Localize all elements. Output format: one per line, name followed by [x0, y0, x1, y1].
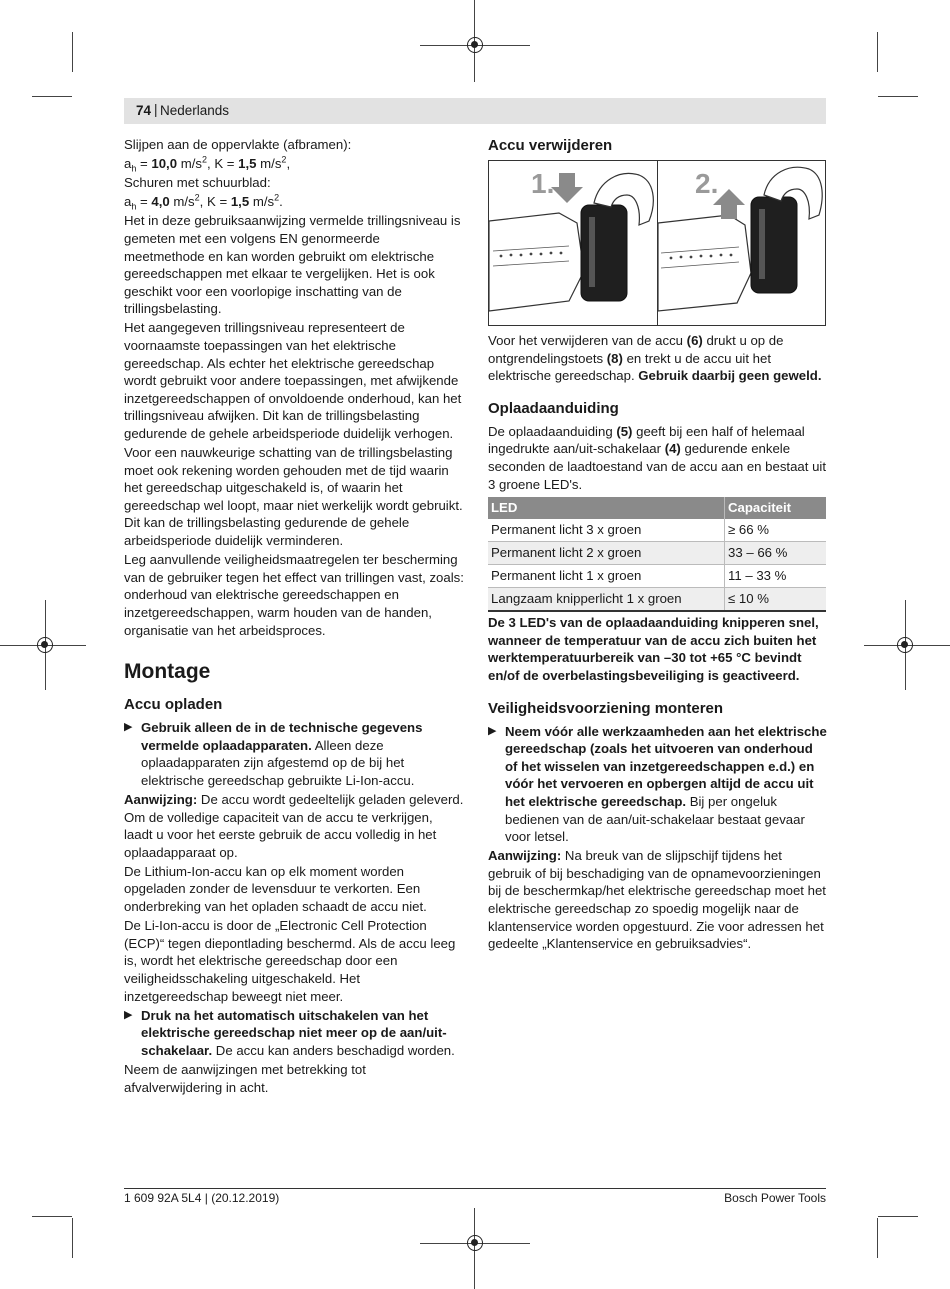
- paragraph: De Lithium-Ion-accu kan op elk moment worden opgeladen zonder de levensduur te verkorten. Een onderbreking van het opladen schaadt de accu niet.: [124, 863, 427, 915]
- table-row: [488, 565, 826, 588]
- step-label: 1.: [531, 168, 555, 199]
- footer-rule: [124, 1188, 826, 1189]
- crop-mark: [878, 1216, 918, 1217]
- table-row: [488, 519, 826, 542]
- section-title-montage: Montage: [124, 660, 211, 684]
- crop-mark: [878, 96, 918, 97]
- table-cell: ≤ 10 %: [725, 588, 827, 612]
- header-language: Nederlands: [160, 103, 230, 118]
- table-cell: ≥ 66 %: [725, 519, 827, 542]
- table-header-cell: LED: [488, 497, 725, 519]
- paragraph: Schuren met schuurblad:: [124, 175, 271, 191]
- crop-mark: [32, 1216, 72, 1217]
- registration-mark-icon: [467, 37, 483, 53]
- crop-mark: [72, 1218, 73, 1258]
- registration-mark-icon: [37, 637, 53, 653]
- table-cell: Langzaam knipperlicht 1 x groen: [488, 588, 725, 612]
- table-cell: Permanent licht 2 x groen: [488, 542, 725, 565]
- table-header-row: [488, 497, 826, 519]
- table-row: [488, 542, 826, 565]
- page-number: 74: [136, 103, 152, 118]
- table-row: [488, 588, 826, 612]
- paragraph: Voor een nauwkeurige schatting van de trillingsbelasting moet ook rekening worden gehouden met de tijd waarin het gereedschap uitgeschakeld is, of waarin het gereedschap wel loopt, maar niet werkelijk wordt gebruikt. Dit kan de trillingsbelasting gedurende de gehele arbeidsperiode duidelijk verminderen.: [124, 445, 463, 549]
- crop-mark: [877, 32, 878, 72]
- table-cell: Permanent licht 3 x groen: [488, 519, 725, 542]
- paragraph: Het aangegeven trillingsniveau representeert de voornaamste toepassingen van het elektrische gereedschap. Als echter het elektrische gereedschap wordt gebruikt voor andere toepassingen, met afwijkende inzetgereedschappen of onvoldoende onderhoud, kan het trillingsniveau afwijken. Dit kan de trillingsbelasting gedurende de gehele arbeidsperiode duidelijk verhogen.: [124, 320, 462, 441]
- subsection-title-accu-opladen: Accu opladen: [124, 696, 223, 714]
- bullet-item: ▶ Gebruik alleen de in de technische gegevens vermelde oplaadapparaten. Alleen deze oplaadapparaten zijn afgestemd op de bij het elektrische gereedschap gebruikte Li-Ion-accu.: [124, 720, 423, 788]
- subsection-title-veiligheidsvoorziening: Veiligheidsvoorziening monteren: [488, 699, 724, 717]
- paragraph: Leg aanvullende veiligheidsmaatregelen ter bescherming van de gebruiker tegen het effect van trillingen vast, zoals: onderhoud van elektrische gereedschappen en inzetgereedschappen, warm houden van de handen, organisatie van het arbeidsproces.: [124, 552, 464, 638]
- warning-paragraph: De 3 LED's van de oplaadaanduiding knipperen snel, wanneer de temperatuur van de accu zich buiten het werktemperatuurbereik van –30 tot +65 °C bevindt en/of de overbelastingsbeveiliging is geactiveerd.: [488, 615, 819, 683]
- bullet-triangle-icon: ▶: [124, 1008, 133, 1021]
- footer-document-id: 1 609 92A 5L4 | (20.12.2019): [124, 1191, 280, 1205]
- table-header-cell: Capaciteit: [725, 497, 827, 519]
- paragraph: De oplaadaanduiding (5) geeft bij een half of helemaal ingedrukte aan/uit-schakelaar (4) gedurende enkele seconden de laadtoestand van de accu aan en bestaat uit 3 groene LED's.: [488, 423, 827, 492]
- figure-caption: Voor het verwijderen van de accu (6) drukt u op de ontgrendelingstoets (8) en trekt u de accu uit het elektrische gereedschap. Gebruik daarbij geen geweld.: [488, 333, 822, 384]
- note-paragraph: Aanwijzing: Na breuk van de slijpschijf tijdens het gebruik of bij beschadiging van de opnamevoorzieningen bij de beschermkap/het elektrische gereedschap moet het elektrische gereedschap zo spoedig mogelijk naar de klantenservice worden opgestuurd. Zie voor adressen het gedeelte „Klantenservice en gebruiksadvies“.: [488, 848, 826, 952]
- paragraph: Neem de aanwijzingen met betrekking tot afvalverwijdering in acht.: [124, 1061, 366, 1095]
- paragraph: Slijpen aan de oppervlakte (afbramen):: [124, 137, 352, 152]
- table-cell: 11 – 33 %: [725, 565, 827, 588]
- header-separator: |: [154, 102, 158, 117]
- crop-mark: [72, 32, 73, 72]
- table-cell: 33 – 66 %: [725, 542, 827, 565]
- note-paragraph: Aanwijzing: De accu wordt gedeeltelijk geladen geleverd. Om de volledige capaciteit van de accu te verkrijgen, laadt u voor het eerste gebruik de accu volledig in het oplaadapparaat op.: [124, 792, 464, 860]
- bullet-triangle-icon: ▶: [488, 724, 497, 737]
- crop-mark: [877, 1218, 878, 1258]
- subsection-title-accu-verwijderen: Accu verwijderen: [488, 137, 613, 154]
- paragraph: Het in deze gebruiksaanwijzing vermelde trillingsniveau is gemeten met een volgens EN genormeerde meetmethode en kan worden gebruikt om elektrische gereedschappen met elkaar te vergelijken. Het is ook geschikt voor een voorlopige inschatting van de trillingsbelasting.: [124, 213, 461, 317]
- table-cell: Permanent licht 1 x groen: [488, 565, 725, 588]
- right-column: [488, 136, 828, 954]
- bullet-item: ▶ Druk na het automatisch uitschakelen van het elektrische gereedschap niet meer op de aan/uit-schakelaar. De accu kan anders beschadigd worden.: [124, 1007, 455, 1058]
- subsection-title-oplaadaanduiding: Oplaadaanduiding: [488, 399, 619, 417]
- paragraph: De Li-Ion-accu is door de „Electronic Cell Protection (ECP)“ tegen diepontlading beschermd. Als de accu leeg is, wordt het elektrische gereedschap door een veiligheidsschakeling uitgeschakeld. Het inzetgereedschap beweegt niet meer.: [124, 918, 456, 1004]
- bullet-item: ▶ Neem vóór alle werkzaamheden aan het elektrische gereedschap (zoals het uitvoeren van onderhoud of het wisselen van inzetgereedschappen e.d.) en vóór het vervoeren en opbergen altijd de accu uit het elektrische gereedschap. Bij per ongeluk bedienen van de aan/uit-schakelaar bestaat gevaar voor letsel.: [488, 723, 827, 845]
- capacity-table: [488, 497, 826, 612]
- registration-mark-icon: [467, 1235, 483, 1251]
- battery-removal-illustration: [488, 160, 826, 326]
- left-column: [124, 136, 464, 1098]
- step-label: 2.: [695, 168, 719, 199]
- registration-mark-icon: [897, 637, 913, 653]
- footer-brand: Bosch Power Tools: [724, 1191, 826, 1205]
- page-header: [124, 98, 826, 124]
- crop-mark: [32, 96, 72, 97]
- bullet-triangle-icon: ▶: [124, 721, 133, 734]
- vibration-value-line: $a_h = 4,0$ $m/s^2$, K = 1,5 $m/s^2$.: [124, 192, 283, 212]
- vibration-value-line: $a_h = 10,0$ $m/s^2$, K = 1,5 $m/s^2$,: [124, 154, 291, 174]
- figure-divider: [657, 161, 658, 325]
